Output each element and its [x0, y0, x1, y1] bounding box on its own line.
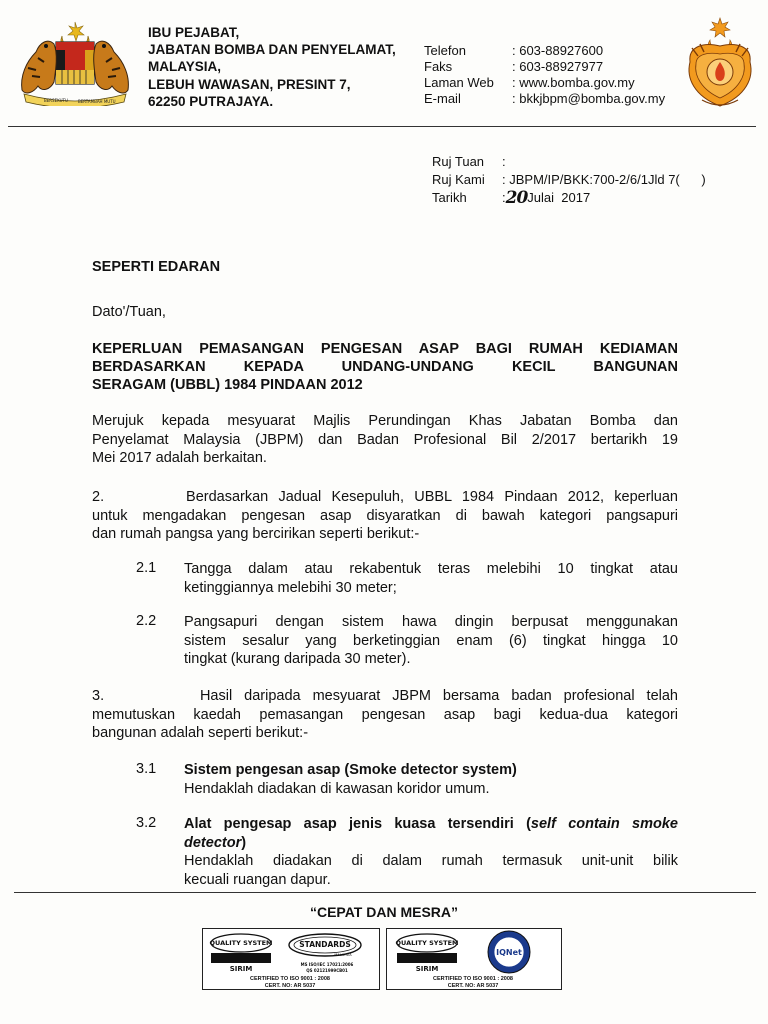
- standards-label: STANDARDS: [299, 940, 351, 949]
- ref-label: Tarikh: [432, 190, 467, 205]
- contact-label: Telefon: [424, 43, 466, 58]
- contact-value: : 603-88927977: [512, 59, 604, 74]
- circular-heading: SEPERTI EDARAN: [92, 259, 221, 275]
- paragraph-line: memutuskan kaedah pemasangan pengesan asap bagi kedua-dua kategori: [92, 706, 678, 723]
- contact-value: : www.bomba.gov.my: [512, 75, 635, 90]
- standards-code: QS 02121999CB01: [306, 968, 348, 973]
- item-title: [184, 834, 678, 853]
- paragraph-line: untuk mengadakan pengesan asap disyaratkan di bawah kategori pangsapuri: [92, 507, 678, 524]
- paragraph-1: [92, 412, 678, 468]
- item-title: [184, 761, 678, 780]
- ref-value: :: [502, 154, 506, 169]
- ref-colon: :: [502, 190, 506, 205]
- paragraph-3: [92, 687, 678, 743]
- address-line: 62250 PUTRAJAYA.: [148, 93, 274, 109]
- item-title-italic: self contain smoke: [530, 816, 678, 832]
- footer-divider: [14, 892, 756, 893]
- address-line: MALAYSIA,: [148, 59, 222, 75]
- cert-text: CERTIFIED TO ISO 9001 : 2008: [433, 976, 513, 982]
- cert-badges-right: [387, 929, 561, 975]
- item-line: sistem sesalur yang berketinggian enam (6) tingkat hingga 10: [184, 632, 678, 649]
- paragraph-line: Penyelamat Malaysia (JBPM) dan Badan Profesional Bil 2/2017 bertarikh 19: [92, 431, 678, 448]
- contact-value: : 603-88927600: [512, 43, 604, 58]
- standards-iso: MS ISO/IEC 17021:2006: [300, 962, 354, 967]
- contact-email: [424, 91, 665, 107]
- sirim-label: SIRIM: [415, 965, 439, 973]
- letterhead-contact: [424, 43, 665, 107]
- ref-ruj-kami: [432, 171, 706, 189]
- contact-web: [424, 75, 665, 91]
- address-line: LEBUH WAWASAN, PRESINT 7,: [148, 76, 351, 92]
- address-line: IBU PEJABAT,: [148, 25, 240, 40]
- paragraph-line: dan rumah pangsa yang bercirikan seperti berikut:-: [92, 526, 420, 542]
- paragraph-line: bangunan adalah seperti berikut:-: [92, 725, 309, 741]
- item-title-italic: detector: [184, 834, 242, 851]
- contact-label: E-mail: [424, 91, 461, 106]
- item-3-2: [184, 815, 678, 889]
- item-line: Hendaklah diadakan di kawasan koridor umum.: [184, 780, 490, 797]
- item-line: Tangga dalam atau rekabentuk teras melebihi 10 tingkat atau: [184, 561, 678, 577]
- contact-label: Faks: [424, 59, 453, 74]
- contact-telefon: [424, 43, 665, 59]
- item-title-text: Sistem pengesan asap (Smoke detector system): [184, 762, 517, 778]
- letterhead-address: [148, 24, 396, 110]
- item-line: ketinggiannya melebihi 30 meter;: [184, 579, 397, 596]
- contact-value: : bkkjbpm@bomba.gov.my: [512, 91, 666, 106]
- paragraph-2: [92, 488, 678, 544]
- quality-system-label: QUALITY SYSTEM: [395, 939, 459, 947]
- title-line: BERDASARKAN KEPADA UNDANG-UNDANG KECIL BANGUNAN: [92, 359, 678, 375]
- item-number: 3.2: [136, 815, 157, 831]
- salutation: Dato'/Tuan,: [92, 304, 166, 320]
- title-line: SERAGAM (UBBL) 1984 PINDAAN 2012: [92, 377, 363, 393]
- letter-title: [92, 340, 678, 394]
- cert-text: CERTIFIED TO ISO 9001 : 2008: [250, 976, 330, 982]
- iqnet-label: IQNet: [496, 948, 522, 957]
- crest-motto-right: BERTAMBAH MUTU: [78, 99, 116, 104]
- ref-label: Ruj Kami: [432, 172, 485, 187]
- reference-block: [432, 153, 706, 207]
- item-title-text: ): [241, 834, 247, 851]
- quality-system-label: QUALITY SYSTEM: [209, 939, 273, 947]
- footer-motto: “CEPAT DAN MESRA”: [309, 904, 459, 920]
- standards-sub: MALAYSIA: [334, 953, 352, 957]
- item-title-text: Alat pengesap asap jenis kuasa tersendiri (: [184, 816, 531, 832]
- ref-label: Ruj Tuan: [432, 154, 485, 169]
- malaysia-coat-of-arms-logo: [14, 18, 136, 106]
- item-2-2: [184, 613, 678, 669]
- paragraph-line: Merujuk kepada mesyuarat Majlis Perundingan Khas Jabatan Bomba dan: [92, 413, 678, 429]
- ref-tarikh: [432, 189, 706, 207]
- cert-badges-left: [203, 929, 379, 975]
- item-line: kecuali ruangan dapur.: [184, 871, 331, 888]
- item-line: tingkat (kurang daripada 30 meter).: [184, 651, 411, 667]
- paragraph-line: Mei 2017 adalah berkaitan.: [92, 450, 267, 466]
- address-line: JABATAN BOMBA DAN PENYELAMAT,: [148, 42, 396, 58]
- cert-number: CERT. NO: AR 5037: [264, 983, 316, 989]
- crest-motto-left: BERSEKUTU: [44, 98, 68, 103]
- item-3-1: [184, 761, 678, 798]
- contact-label: Laman Web: [424, 75, 494, 90]
- title-line: KEPERLUAN PEMASANGAN PENGESAN ASAP BAGI RUMAH KEDIAMAN: [92, 341, 678, 357]
- bomba-emblem-logo: [684, 16, 756, 112]
- handwritten-day: 20: [505, 188, 528, 208]
- letterhead-divider: [8, 126, 756, 127]
- sirim-label: SIRIM: [229, 965, 253, 973]
- paragraph-line: 3. Hasil daripada mesyuarat JBPM bersama badan profesional telah: [92, 688, 678, 704]
- item-number: 2.1: [136, 560, 157, 576]
- item-2-1: [184, 560, 678, 597]
- ref-date-rest: Julai 2017: [527, 190, 591, 205]
- contact-faks: [424, 59, 665, 75]
- ref-ruj-tuan: [432, 153, 706, 171]
- item-number: 3.1: [136, 761, 157, 777]
- item-number: 2.2: [136, 613, 157, 629]
- cert-number: CERT. NO: AR 5037: [447, 983, 499, 989]
- item-line: Hendaklah diadakan di dalam rumah termasuk unit-unit bilik: [184, 853, 678, 869]
- item-title: [184, 815, 678, 834]
- item-line: Pangsapuri dengan sistem hawa dingin berpusat menggunakan: [184, 614, 678, 630]
- paragraph-line: 2. Berdasarkan Jadual Kesepuluh, UBBL 1984 Pindaan 2012, keperluan: [92, 489, 678, 505]
- ref-value: : JBPM/IP/BKK:700-2/6/1Jld 7( ): [502, 172, 706, 187]
